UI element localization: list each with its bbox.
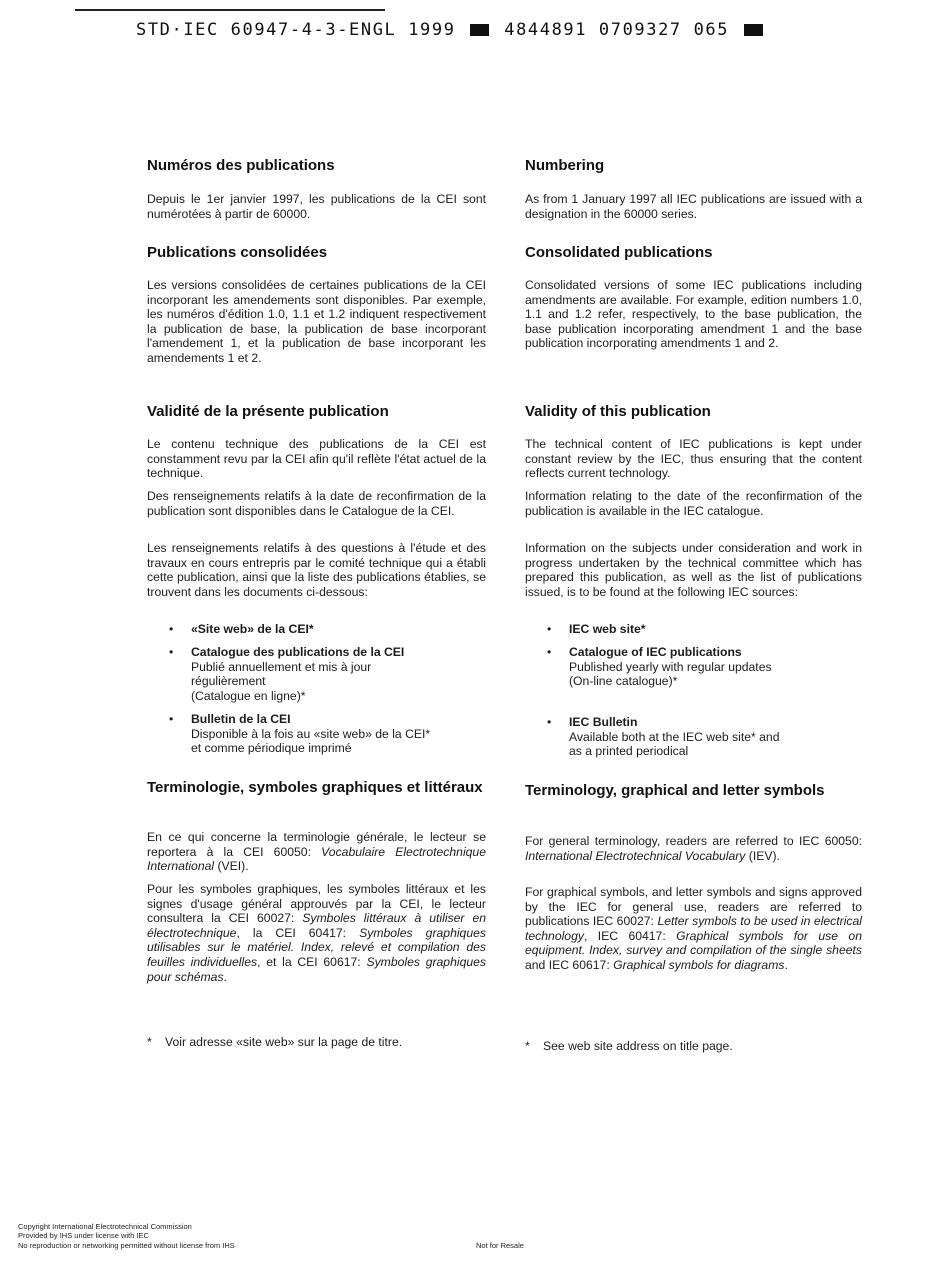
not-for-resale-notice: Not for Resale bbox=[476, 1241, 524, 1250]
document-stamp bbox=[136, 20, 776, 40]
list-item-title: Catalogue of IEC publications bbox=[569, 645, 742, 659]
list-item-title: Catalogue des publications de la CEI bbox=[191, 645, 405, 659]
bullet-icon: • bbox=[547, 715, 552, 729]
list-item-line: Published yearly with regular updates bbox=[569, 659, 772, 674]
list-item bbox=[525, 622, 862, 637]
list-item-title: «Site web» de la CEI* bbox=[191, 622, 314, 636]
bullet-icon: • bbox=[547, 622, 552, 636]
heading-numbering-fr: Numéros des publications bbox=[147, 157, 335, 174]
paragraph-validity-1-en: The technical content of IEC publications is kept under constant review by the IEC, thus ensuring that the content reflects current technology. bbox=[525, 437, 862, 481]
list-item bbox=[147, 622, 486, 637]
footer-line: Copyright International Electrotechnical Commission bbox=[18, 1222, 192, 1231]
bullet-icon: • bbox=[169, 645, 174, 659]
paragraph-validity-2-fr: Des renseignements relatifs à la date de reconfirmation de la publication sont disponibles dans le Catalogue de la CEI. bbox=[147, 489, 486, 518]
heading-terminology-en: Terminology, graphical and letter symbols bbox=[525, 782, 825, 799]
heading-consolidated-fr: Publications consolidées bbox=[147, 244, 328, 261]
paragraph-terminology-1-en: For general terminology, readers are referred to IEC 60050: International Electrotechnical Vocabulary (IEV). bbox=[525, 834, 862, 863]
footnote-fr bbox=[147, 1035, 486, 1050]
list-item-line: as a printed periodical bbox=[569, 744, 689, 759]
paragraph-terminology-2-fr: Pour les symboles graphiques, les symboles littéraux et les signes d'usage général approuvés par la CEI, le lecteur consultera la CEI 60027: Symboles littéraux à utiliser en électrotechnique, la CEI 60417: Symboles graphiques utilisables sur le matériel. Index, relevé et compilation des feuilles individuelles, et la CEI 60617: Symboles graphiques pour schémas. bbox=[147, 882, 487, 984]
list-item-title: IEC web site* bbox=[569, 622, 646, 636]
paragraph-validity-3-fr: Les renseignements relatifs à des questions à l'étude et des travaux en cours entrepris par le comité technique qui a établi cette publication, ainsi que la liste des publications établies, se trouvent dans les documents ci-dessous: bbox=[147, 541, 486, 599]
heading-numbering-en: Numbering bbox=[525, 157, 605, 174]
stamp-right: 4844891 0709327 065 bbox=[504, 20, 730, 40]
bullet-icon: • bbox=[169, 622, 174, 636]
list-item-line: Disponible à la fois au «site web» de la CEI* bbox=[191, 726, 431, 741]
list-item-line: Available both at the IEC web site* and bbox=[569, 729, 780, 744]
copyright-footer bbox=[18, 1222, 235, 1250]
paragraph-numbering-en: As from 1 January 1997 all IEC publications are issued with a designation in the 60000 series. bbox=[525, 192, 862, 221]
paragraph-validity-3-en: Information on the subjects under consideration and work in progress undertaken by the technical committee which has prepared this publication, as well as the list of publications issued, is to be found at the following IEC sources: bbox=[525, 541, 862, 599]
paragraph-terminology-2-en: For graphical symbols, and letter symbols and signs approved by the IEC for general use, readers are referred to publications IEC 60027: Letter symbols to be used in electrical technology, IEC 60417: Graphical symbols for use on equipment. Index, survey and compilation of the single sheets and IEC 60617: Graphical symbols for diagrams. bbox=[525, 885, 863, 972]
heading-terminology-fr: Terminologie, symboles graphiques et littéraux bbox=[147, 779, 483, 796]
source-list-en bbox=[525, 645, 862, 689]
footnote-text: Voir adresse «site web» sur la page de titre. bbox=[165, 1035, 403, 1049]
list-item-line: (Catalogue en ligne)* bbox=[191, 688, 306, 703]
footnote-mark: * bbox=[147, 1035, 152, 1049]
footnote-mark: * bbox=[525, 1039, 530, 1053]
list-item bbox=[525, 715, 862, 759]
list-item bbox=[147, 712, 486, 756]
footer-line: Provided by IHS under license with IEC bbox=[18, 1231, 149, 1241]
source-list-en bbox=[525, 622, 862, 637]
footnote-text: See web site address on title page. bbox=[543, 1039, 733, 1053]
black-bar-mark bbox=[744, 24, 763, 36]
heading-consolidated-en: Consolidated publications bbox=[525, 244, 713, 261]
source-list-fr bbox=[147, 622, 486, 637]
source-list-fr bbox=[147, 712, 486, 756]
paragraph-terminology-1-fr: En ce qui concerne la terminologie générale, le lecteur se reportera à la CEI 60050: Vocabulaire Electrotechnique International (VEI). bbox=[147, 830, 486, 874]
list-item-title: Bulletin de la CEI bbox=[191, 712, 291, 726]
bullet-icon: • bbox=[547, 645, 552, 659]
paragraph-consolidated-en: Consolidated versions of some IEC publications including amendments are available. For example, edition numbers 1.0, 1.1 and 1.2 refer, respectively, to the base publication, the base publication incorporating amendment 1 and the base publication incorporating amendments 1 and 2. bbox=[525, 278, 862, 351]
source-list-en bbox=[525, 715, 862, 759]
list-item bbox=[147, 645, 486, 703]
heading-validity-en: Validity of this publication bbox=[525, 403, 711, 420]
footnote-en bbox=[525, 1039, 862, 1054]
list-item-line: et comme périodique imprimé bbox=[191, 741, 352, 756]
source-list-fr bbox=[147, 645, 486, 703]
black-bar-mark bbox=[470, 24, 489, 36]
list-item-title: IEC Bulletin bbox=[569, 715, 638, 729]
paragraph-validity-2-en: Information relating to the date of the reconfirmation of the publication is available in the IEC catalogue. bbox=[525, 489, 862, 518]
list-item-line: Publié annuellement et mis à jour bbox=[191, 659, 372, 674]
list-item bbox=[525, 645, 862, 689]
top-rule bbox=[75, 9, 385, 11]
paragraph-numbering-fr: Depuis le 1er janvier 1997, les publications de la CEI sont numérotées à partir de 60000. bbox=[147, 192, 486, 221]
footer-line: No reproduction or networking permitted without license from IHS bbox=[18, 1240, 235, 1250]
list-item-line: régulièrement bbox=[191, 674, 266, 689]
bullet-icon: • bbox=[169, 712, 174, 726]
heading-validity-fr: Validité de la présente publication bbox=[147, 403, 389, 420]
paragraph-validity-1-fr: Le contenu technique des publications de la CEI est constamment revu par la CEI afin qu'il reflète l'état actuel de la technique. bbox=[147, 437, 486, 481]
stamp-left: STD·IEC 60947-4-3-ENGL 1999 bbox=[136, 20, 456, 40]
paragraph-consolidated-fr: Les versions consolidées de certaines publications de la CEI incorporant les amendements sont disponibles. Par exemple, les numéros d'édition 1.0, 1.1 et 1.2 indiquent respectivement la publication de base, la publication de base incorporant l'amendement 1, et la publication de base incorporant les amendements 1 et 2. bbox=[147, 278, 486, 365]
list-item-line: (On-line catalogue)* bbox=[569, 674, 678, 689]
